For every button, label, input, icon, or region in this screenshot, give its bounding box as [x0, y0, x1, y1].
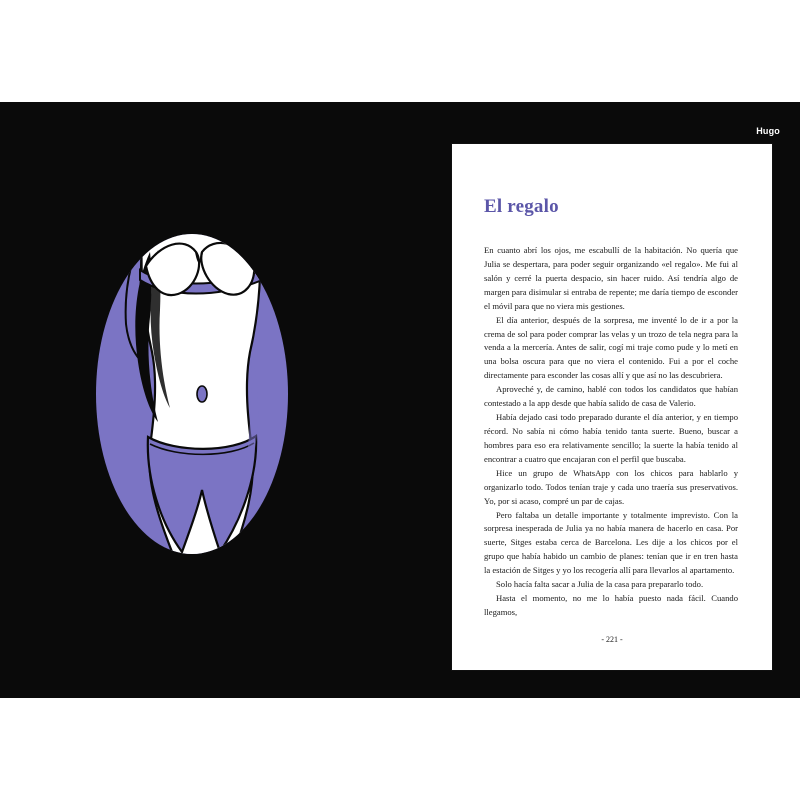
- paragraph: Aproveché y, de camino, hablé con todos los candidatos que habían contestado a la app desde que había salido de casa de Valerio.: [484, 384, 738, 409]
- left-illustration-page: [0, 102, 420, 698]
- right-text-page: [420, 102, 800, 698]
- page-number: - 221 -: [601, 635, 623, 644]
- paragraph: Pero faltaba un detalle importante y totalmente imprevisto. Con la sorpresa inesperada de Julia ya no había manera de hacerlo en casa. Por suerte, Sitges estaba cerca de Barcelona. Les dije a los chicos por el grupo que había habido un cambio de planes: tenían que ir en tren hasta la estación de Sitges y yo los recogería allí para llevarlos al apartamento.: [484, 509, 738, 576]
- paragraph: Hice un grupo de WhatsApp con los chicos para hablarlo y organizarlo todo. Todos tenían traje y cada uno traería sus preservativos. Yo, por si acaso, compré un par de cajas.: [484, 467, 738, 506]
- paragraph: El día anterior, después de la sorpresa, me inventé lo de ir a por la crema de sol para poder comprar las velas y un trozo de tela negra para la venda a la mercería. Antes de salir, cogí mi traje como pude y lo metí en una bolsa oscura para que no viera el contenido. Fui a por el coche directamente para esconder las cosas allí y que así no las descubriera.: [484, 314, 738, 381]
- paragraph: Hasta el momento, no me lo había puesto nada fácil. Cuando llegamos,: [484, 593, 738, 617]
- body-text: [484, 244, 738, 620]
- woman-torso-lingerie-illustration: [80, 222, 305, 567]
- printed-page: [452, 144, 772, 670]
- chapter-title: El regalo: [484, 196, 559, 217]
- paragraph: En cuanto abrí los ojos, me escabullí de la habitación. No quería que Julia se despertara, para poder seguir organizando «el regalo». Me fui al salón y cerré la puerta despacio, sin hacer ruido. Así tendría algo de margen para disimular si entraba de repente; me daría tiempo de esconder el móvil para que no viera mis gestiones.: [484, 245, 738, 311]
- book-spread: [0, 102, 800, 698]
- page-content: [484, 196, 738, 626]
- paragraph: Solo hacía falta sacar a Julia de la casa para prepararlo todo.: [496, 579, 704, 590]
- paragraph: Había dejado casi todo preparado durante el día anterior, y en tiempo récord. No sabía ni cómo había tenido tanta suerte. Bueno, buscar a hombres para eso era relativamente sencillo; la suerte la había tenido al encontrar a cuatro que encajaran con el perfil que buscaba.: [484, 412, 738, 464]
- running-head: Hugo: [756, 126, 780, 136]
